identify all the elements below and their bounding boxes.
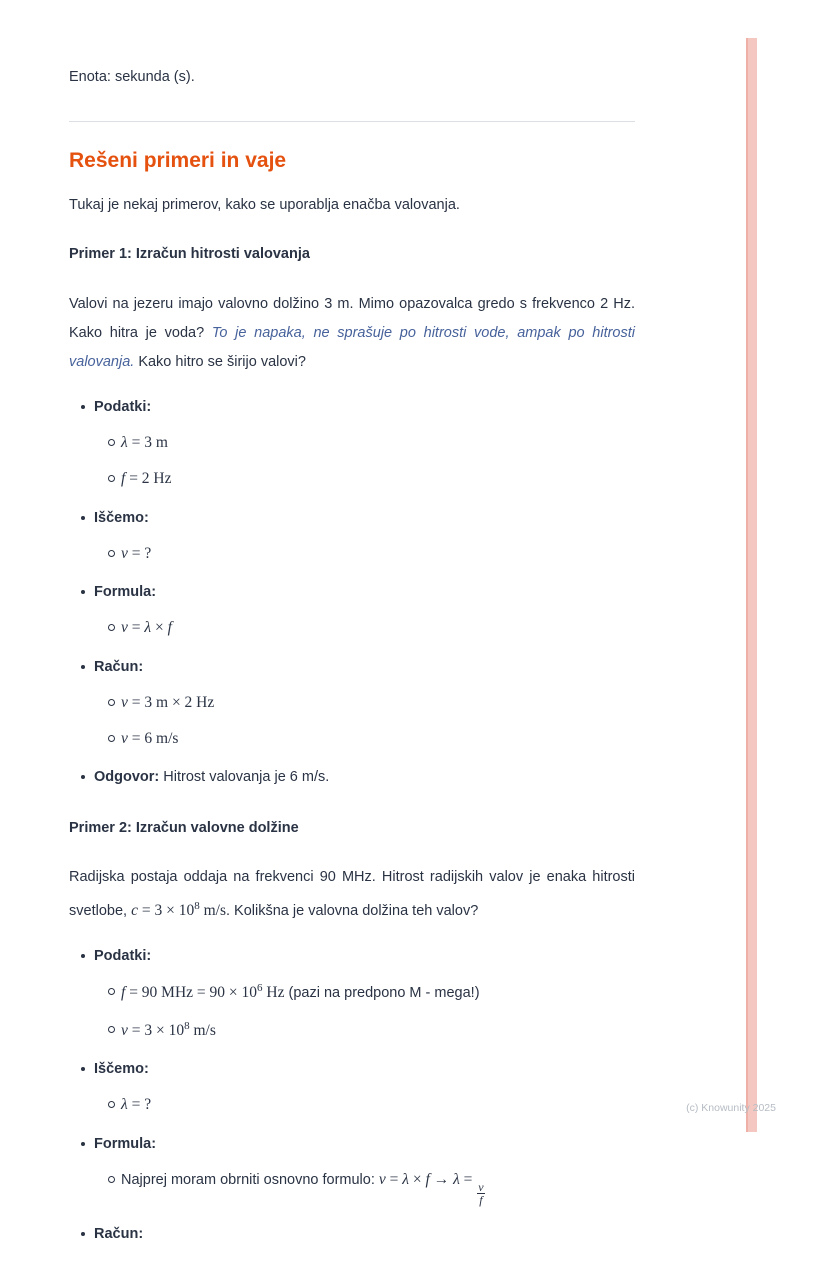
item-text: Hitrost valovanja je 6 m/s. — [159, 769, 330, 786]
copyright-footer: (c) Knowunity 2025 — [686, 1102, 776, 1114]
text-run: (pazi na predpono M - mega!) — [284, 985, 480, 1002]
text-run: Radijska postaja oddaja na frekvenci 90 MHz. Hitrost radijskih valov je enaka hitrosti svetlobe, — [69, 869, 635, 920]
item-label: Iščemo: — [94, 1061, 149, 1078]
math-variable: v — [121, 1021, 128, 1039]
sub-list-item — [108, 432, 635, 454]
sub-list — [94, 543, 635, 565]
example-2-title: Primer 2: Izračun valovne dolžine — [69, 819, 299, 836]
list-item — [81, 582, 635, 639]
sub-list-item — [108, 617, 635, 639]
math-superscript: 8 — [184, 1019, 190, 1032]
math-variable: v — [121, 730, 128, 748]
math-text: = — [385, 1170, 403, 1188]
math-variable: λ — [402, 1170, 409, 1188]
math-fraction: $\frac{v}{f}$ — [478, 1179, 484, 1208]
intro-paragraph: Tukaj je nekaj primerov, kako se uporablja enačba valovanja. — [69, 196, 460, 213]
example-1-title: Primer 1: Izračun hitrosti valovanja — [69, 246, 310, 263]
example-1-list — [69, 397, 635, 789]
math-variable: f — [425, 1170, 430, 1188]
sub-list-item — [108, 1094, 635, 1116]
text-run: Kako hitro se širijo valovi? — [134, 353, 306, 370]
sub-list-item — [108, 1169, 635, 1207]
math-variable: v — [121, 693, 128, 711]
math-text: = — [127, 619, 145, 637]
example-1 — [69, 245, 635, 788]
list-item — [81, 1224, 635, 1245]
sub-list — [94, 692, 635, 751]
math-variable: v — [378, 1170, 386, 1188]
math-text: = ? — [127, 544, 152, 562]
text-run: Najprej moram obrniti osnovno formulo: — [121, 1171, 379, 1188]
math-text: = 3 × 10 — [127, 1021, 185, 1039]
math-text: m/s — [199, 902, 226, 920]
item-label: Formula: — [94, 584, 157, 601]
math-variable: v — [121, 619, 128, 637]
section-heading: Rešeni primeri in vaje — [69, 148, 287, 172]
list-item — [81, 1059, 635, 1116]
sub-list — [94, 1169, 635, 1207]
math-text: × — [409, 1170, 426, 1188]
list-item — [81, 657, 635, 751]
math-text: = 3 m × 2 Hz — [127, 693, 215, 711]
math-superscript: 8 — [194, 900, 200, 913]
math-text: = — [459, 1170, 477, 1188]
math-variable: f — [167, 619, 172, 637]
math-text: = 90 MHz = 90 × 10 — [125, 984, 258, 1002]
example-2-paragraph — [69, 863, 635, 926]
sub-list — [94, 981, 635, 1042]
math-variable: λ — [121, 1096, 128, 1114]
item-label: Odgovor: — [94, 769, 160, 786]
math-text: m/s — [189, 1021, 216, 1039]
item-label: Podatki: — [94, 948, 152, 965]
math-variable: λ — [453, 1170, 460, 1188]
italic-note: To je napaka, ne sprašuje po hitrosti vode, ampak po hitrosti valovanja. — [69, 324, 635, 370]
item-label: Iščemo: — [94, 509, 149, 526]
section-divider — [69, 121, 635, 122]
list-item — [81, 397, 635, 491]
math-text: = 2 Hz — [125, 470, 172, 488]
list-item — [81, 767, 635, 788]
list-item — [81, 946, 635, 1042]
math-variable: c — [131, 902, 138, 920]
math-text: = ? — [127, 1096, 152, 1114]
math-variable: λ — [121, 433, 128, 451]
sub-list-item — [108, 728, 635, 750]
math-text: = 3 × 10 — [137, 902, 195, 920]
page-content — [69, 0, 635, 1262]
math-variable: v — [121, 544, 128, 562]
text-run: Valovi na jezeru imajo valovno dolžino 3 m. Mimo opazovalca gredo s frekvenco 2 Hz. Kako hitra je voda? — [69, 295, 635, 341]
item-label: Račun: — [94, 1225, 144, 1242]
list-item — [81, 1134, 635, 1207]
sub-list-item — [108, 468, 635, 490]
list-item — [81, 508, 635, 565]
sub-list-item — [108, 1019, 635, 1042]
sub-list — [94, 617, 635, 639]
math-variable: λ — [144, 619, 152, 637]
item-label: Račun: — [94, 658, 144, 675]
math-text: Hz — [262, 984, 285, 1002]
math-text: × — [151, 619, 168, 637]
math-text: → — [429, 1170, 454, 1188]
item-label: Formula: — [94, 1135, 157, 1152]
sub-list — [94, 432, 635, 491]
right-edge-stripe — [746, 38, 757, 1132]
sub-list-item — [108, 981, 635, 1004]
example-2 — [69, 819, 635, 1245]
math-superscript: 6 — [257, 982, 263, 995]
math-text: = 6 m/s — [127, 730, 179, 748]
math-variable: f — [121, 984, 126, 1002]
text-run: . Kolikšna je valovna dolžina teh valov? — [225, 903, 479, 920]
example-1-paragraph — [69, 290, 635, 377]
item-label: Podatki: — [94, 398, 152, 415]
example-2-list — [69, 946, 635, 1245]
sub-list-item — [108, 543, 635, 565]
sub-list-item — [108, 692, 635, 714]
math-variable: f — [121, 470, 126, 488]
sub-list — [94, 1094, 635, 1116]
math-text: = 3 m — [127, 433, 168, 451]
unit-note: Enota: sekunda (s). — [69, 69, 195, 85]
